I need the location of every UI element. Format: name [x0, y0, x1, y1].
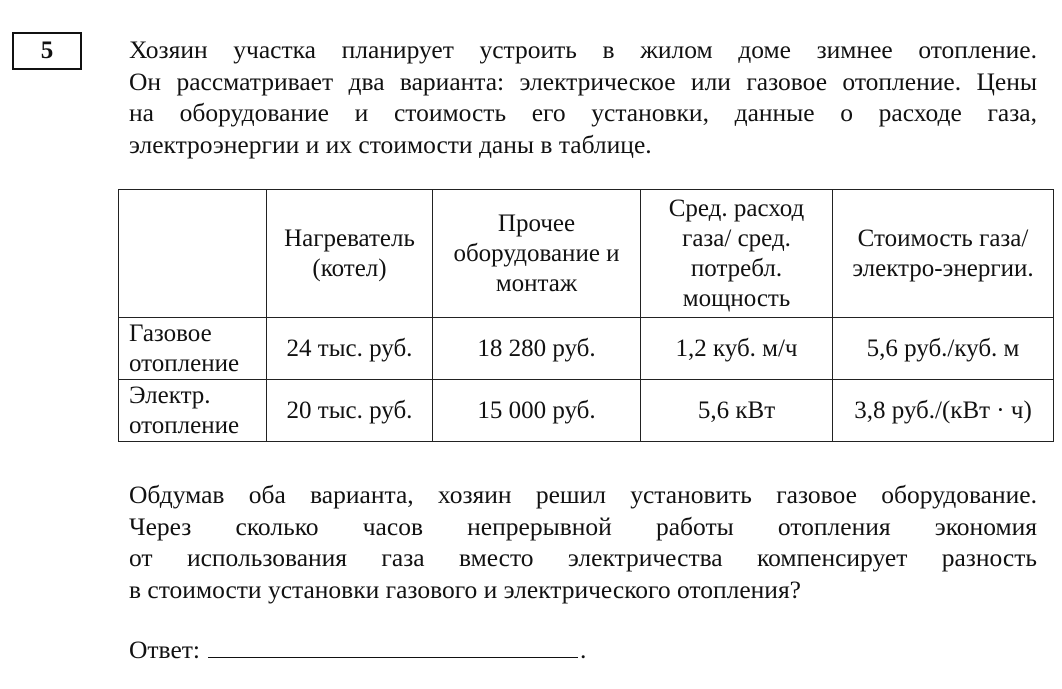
- row-label-electric: Электр. отопление: [119, 380, 267, 442]
- question-paragraph: [129, 479, 1037, 605]
- header-cell-empty: [119, 190, 267, 318]
- question-line: Через сколько часов непрерывной работы отопления экономия: [129, 511, 1037, 541]
- intro-line: на оборудование и стоимость его установки, данные о расходе газа,: [129, 98, 1037, 127]
- cell-gas-heater: 24 тыс. руб.: [267, 318, 433, 380]
- intro-line: электроэнергии и их стоимости даны в таблице.: [129, 129, 652, 159]
- cell-electric-heater: 20 тыс. руб.: [267, 380, 433, 442]
- table-row: [119, 318, 1054, 380]
- cell-gas-consumption: 1,2 куб. м/ч: [641, 318, 833, 380]
- row-label-gas: Газовое отопление: [119, 318, 267, 380]
- cell-gas-cost: 5,6 руб./куб. м: [833, 318, 1054, 380]
- answer-end-period: .: [580, 635, 587, 664]
- cell-electric-equipment: 15 000 руб.: [433, 380, 641, 442]
- intro-line: Хозяин участка планирует устроить в жилом доме зимнее отопление.: [129, 35, 1037, 64]
- header-cell-heater: Нагреватель (котел): [267, 190, 433, 318]
- task-number: 5: [40, 37, 54, 64]
- cell-gas-equipment: 18 280 руб.: [433, 318, 641, 380]
- question-line: в стоимости установки газового и электрического отопления?: [129, 574, 801, 604]
- intro-paragraph: [129, 34, 1037, 160]
- header-cell-equipment: Прочее оборудование и монтаж: [433, 190, 641, 318]
- task-number-box: [12, 32, 82, 70]
- table-row: [119, 380, 1054, 442]
- answer-label: Ответ:: [129, 635, 200, 664]
- header-cell-consumption: Сред. расход газа/ сред. потребл. мощность: [641, 190, 833, 318]
- question-line: от использования газа вместо электричества компенсирует разность: [129, 543, 1037, 572]
- question-line: Обдумав оба варианта, хозяин решил установить газовое оборудование.: [129, 480, 1037, 509]
- cell-electric-consumption: 5,6 кВт: [641, 380, 833, 442]
- heating-comparison-table: [118, 189, 1054, 442]
- answer-blank[interactable]: [208, 633, 578, 658]
- header-cell-cost: Стоимость газа/электро-энергии.: [833, 190, 1054, 318]
- table-header-row: [119, 190, 1054, 318]
- cell-electric-cost: 3,8 руб./(кВт · ч): [833, 380, 1054, 442]
- answer-line: [129, 633, 586, 665]
- intro-line: Он рассматривает два варианта: электрическое или газовое отопление. Цены: [129, 66, 1037, 96]
